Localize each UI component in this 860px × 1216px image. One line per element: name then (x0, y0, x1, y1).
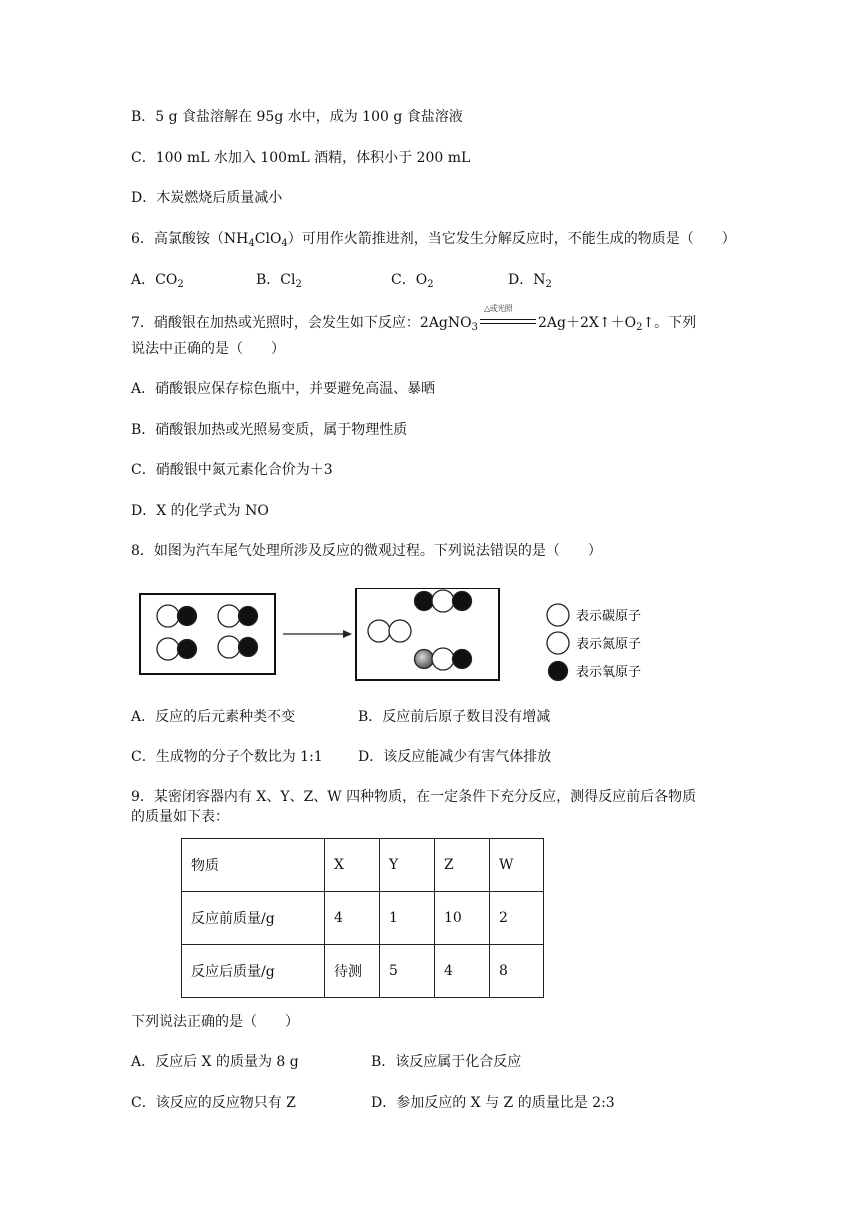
table-cell: 反应前质量/g (182, 892, 325, 945)
q5-option-d: D．木炭燃烧后质量减小 (131, 190, 283, 206)
table-row (182, 945, 544, 998)
table-cell: 反应后质量/g (182, 945, 325, 998)
nitrogen-atom (389, 620, 411, 642)
q8-option-d: D．该反应能减少有害气体排放 (358, 749, 552, 765)
table-row (182, 892, 544, 945)
q7-option-c: C．硝酸银中氮元素化合价为＋3 (131, 462, 333, 478)
nitrogen-atom (218, 636, 240, 658)
q8-stem: 8．如图为汽车尾气处理所涉及反应的微观过程。下列说法错误的是（ ） (131, 543, 602, 559)
q5-option-c: C．100 mL 水加入 100mL 酒精，体积小于 200 mL (131, 150, 471, 166)
q9-options-row2 (131, 1093, 615, 1113)
q9-option-c: C．该反应的反应物只有 Z (131, 1095, 296, 1111)
q7-stem-text: 7．硝酸银在加热或光照时，会发生如下反应：2AgNO (131, 315, 472, 331)
q8-option-a: A．反应的后元素种类不变 (131, 709, 296, 725)
q7-stem-line2: 说法中正确的是（ ） (131, 341, 285, 357)
q9-stem-line2: 的质量如下表： (131, 809, 229, 825)
q7-option-b: B．硝酸银加热或光照易变质，属于物理性质 (131, 422, 408, 438)
q9-option-b: B．该反应属于化合反应 (371, 1054, 522, 1070)
q6-stem (131, 229, 736, 249)
oxygen-atom (415, 650, 434, 669)
q9-options-row1 (131, 1052, 521, 1072)
table-cell: W (490, 839, 544, 892)
q6-subscript: 4 (281, 238, 288, 249)
arrow-head-icon (343, 630, 352, 638)
table-header-row (182, 839, 544, 892)
reaction-condition: △或光照 (484, 304, 513, 313)
table-cell: 2 (490, 892, 544, 945)
q9-stem-line1: 9．某密闭容器内有 X、Y、Z、W 四种物质，在一定条件下充分反应，测得反应前后各物质 (131, 789, 697, 805)
table-cell: X (325, 839, 380, 892)
oxygen-atom (239, 607, 258, 626)
oxygen-atom (453, 650, 472, 669)
carbon-atom (157, 605, 179, 627)
q9-option-d: D．参加反应的 X 与 Z 的质量比是 2:3 (371, 1095, 615, 1111)
q6-option-a: A．$CO_2$ (131, 272, 184, 290)
legend-carbon: 表示碳原子 (576, 609, 642, 624)
q7-subscript: 3 (471, 322, 478, 333)
table-cell: 10 (435, 892, 490, 945)
legend-nitrogen: 表示氮原子 (576, 637, 642, 652)
q9-question: 下列说法正确的是（ ） (131, 1014, 299, 1030)
q7-option-d: D．X 的化学式为 NO (131, 503, 269, 519)
table-cell: 待测 (325, 945, 380, 998)
q6-option-c: C．$O_2$ (391, 272, 434, 290)
reactant-box (140, 594, 275, 674)
oxygen-legend-icon (549, 662, 568, 681)
q6-options (131, 270, 552, 290)
mass-table (181, 838, 544, 998)
table-cell: 5 (380, 945, 435, 998)
oxygen-atom (178, 640, 197, 659)
q7-stem-text: ↑。下列 (642, 315, 697, 331)
q6-subscript: 4 (248, 238, 255, 249)
table-cell: 4 (325, 892, 380, 945)
table-cell: Z (435, 839, 490, 892)
carbon-legend-icon (547, 604, 569, 626)
q5-option-b: B．5 g 食盐溶解在 95g 水中，成为 100 g 食盐溶液 (131, 109, 463, 125)
q6-stem-text: 6．高氯酸铵（NH (131, 231, 249, 247)
q6-option-b: B．$Cl_2$ (256, 272, 302, 290)
carbon-atom (432, 648, 454, 670)
reaction-arrow (478, 304, 538, 333)
q6-option-d: D．$N_2$ (508, 272, 552, 290)
carbon-atom (432, 590, 454, 612)
q7-subscript: 2 (636, 322, 643, 333)
oxygen-atom (239, 638, 258, 657)
q8-option-c: C．生成物的分子个数比为 1:1 (131, 749, 323, 765)
q6-stem-text: ClO (254, 231, 282, 247)
table-cell: 物质 (182, 839, 325, 892)
nitrogen-legend-icon (547, 632, 569, 654)
nitrogen-atom (157, 638, 179, 660)
oxygen-atom (178, 607, 197, 626)
nitrogen-atom (368, 620, 390, 642)
oxygen-atom (453, 592, 472, 611)
table-cell: 8 (490, 945, 544, 998)
table-cell: Y (380, 839, 435, 892)
q8-option-b: B．反应前后原子数目没有增减 (358, 709, 551, 725)
legend-oxygen: 表示氧原子 (576, 665, 642, 680)
table-cell: 4 (435, 945, 490, 998)
oxygen-atom (415, 592, 434, 611)
q8-options-row1 (131, 707, 550, 727)
table-cell: 1 (380, 892, 435, 945)
q9-option-a: A．反应后 X 的质量为 8 g (131, 1054, 299, 1070)
q7-stem (131, 304, 697, 333)
reaction-diagram (138, 588, 668, 688)
q7-option-a: A．硝酸银应保存棕色瓶中，并要避免高温、暴晒 (131, 381, 436, 397)
q8-options-row2 (131, 747, 551, 767)
q6-stem-text: ）可用作火箭推进剂，当它发生分解反应时，不能生成的物质是（ ） (287, 231, 736, 247)
q7-stem-text: 2Ag＋2X↑＋O (538, 315, 637, 331)
carbon-atom (218, 605, 240, 627)
